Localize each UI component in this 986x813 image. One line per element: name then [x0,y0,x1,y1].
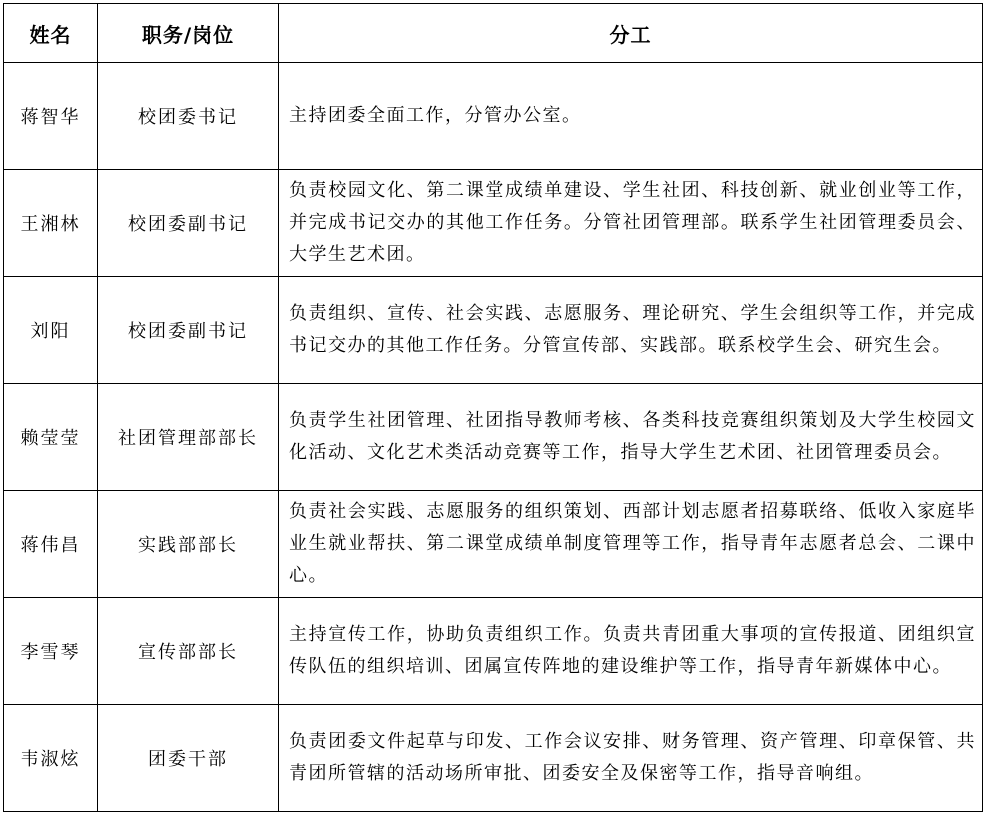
row-duty: 负责学生社团管理、社团指导教师考核、各类科技竞赛组织策划及大学生校园文化活动、文化艺术类活动竞赛等工作，指导大学生艺术团、社团管理委员会。 [279,384,983,491]
row-duty: 负责团委文件起草与印发、工作会议安排、财务管理、资产管理、印章保管、共青团所管辖的活动场所审批、团委安全及保密等工作，指导音响组。 [279,705,983,812]
row-name: 韦淑炫 [4,705,98,812]
row-post: 实践部部长 [98,491,279,598]
row-post: 校团委副书记 [98,277,279,384]
row-post: 校团委副书记 [98,170,279,277]
row-name: 王湘林 [4,170,98,277]
table-row [4,277,983,384]
row-post: 宣传部部长 [98,598,279,705]
table-row [4,170,983,277]
duty-table-container [3,3,983,812]
row-post: 校团委书记 [98,63,279,170]
table-header-row [4,4,983,63]
row-post: 社团管理部部长 [98,384,279,491]
table-row [4,384,983,491]
header-duty: 分工 [279,4,983,63]
table-row [4,63,983,170]
header-name: 姓名 [4,4,98,63]
row-duty: 负责社会实践、志愿服务的组织策划、西部计划志愿者招募联络、低收入家庭毕业生就业帮扶、第二课堂成绩单制度管理等工作，指导青年志愿者总会、二课中心。 [279,491,983,598]
row-duty: 负责校园文化、第二课堂成绩单建设、学生社团、科技创新、就业创业等工作，并完成书记交办的其他工作任务。分管社团管理部。联系学生社团管理委员会、大学生艺术团。 [279,170,983,277]
row-post: 团委干部 [98,705,279,812]
duty-table [3,3,983,812]
header-post: 职务/岗位 [98,4,279,63]
row-duty: 负责组织、宣传、社会实践、志愿服务、理论研究、学生会组织等工作，并完成书记交办的其他工作任务。分管宣传部、实践部。联系校学生会、研究生会。 [279,277,983,384]
row-name: 蒋智华 [4,63,98,170]
row-duty: 主持宣传工作，协助负责组织工作。负责共青团重大事项的宣传报道、团组织宣传队伍的组织培训、团属宣传阵地的建设维护等工作，指导青年新媒体中心。 [279,598,983,705]
row-duty: 主持团委全面工作，分管办公室。 [279,63,983,170]
table-row [4,705,983,812]
row-name: 李雪琴 [4,598,98,705]
row-name: 赖莹莹 [4,384,98,491]
table-row [4,598,983,705]
row-name: 蒋伟昌 [4,491,98,598]
table-row [4,491,983,598]
row-name: 刘阳 [4,277,98,384]
